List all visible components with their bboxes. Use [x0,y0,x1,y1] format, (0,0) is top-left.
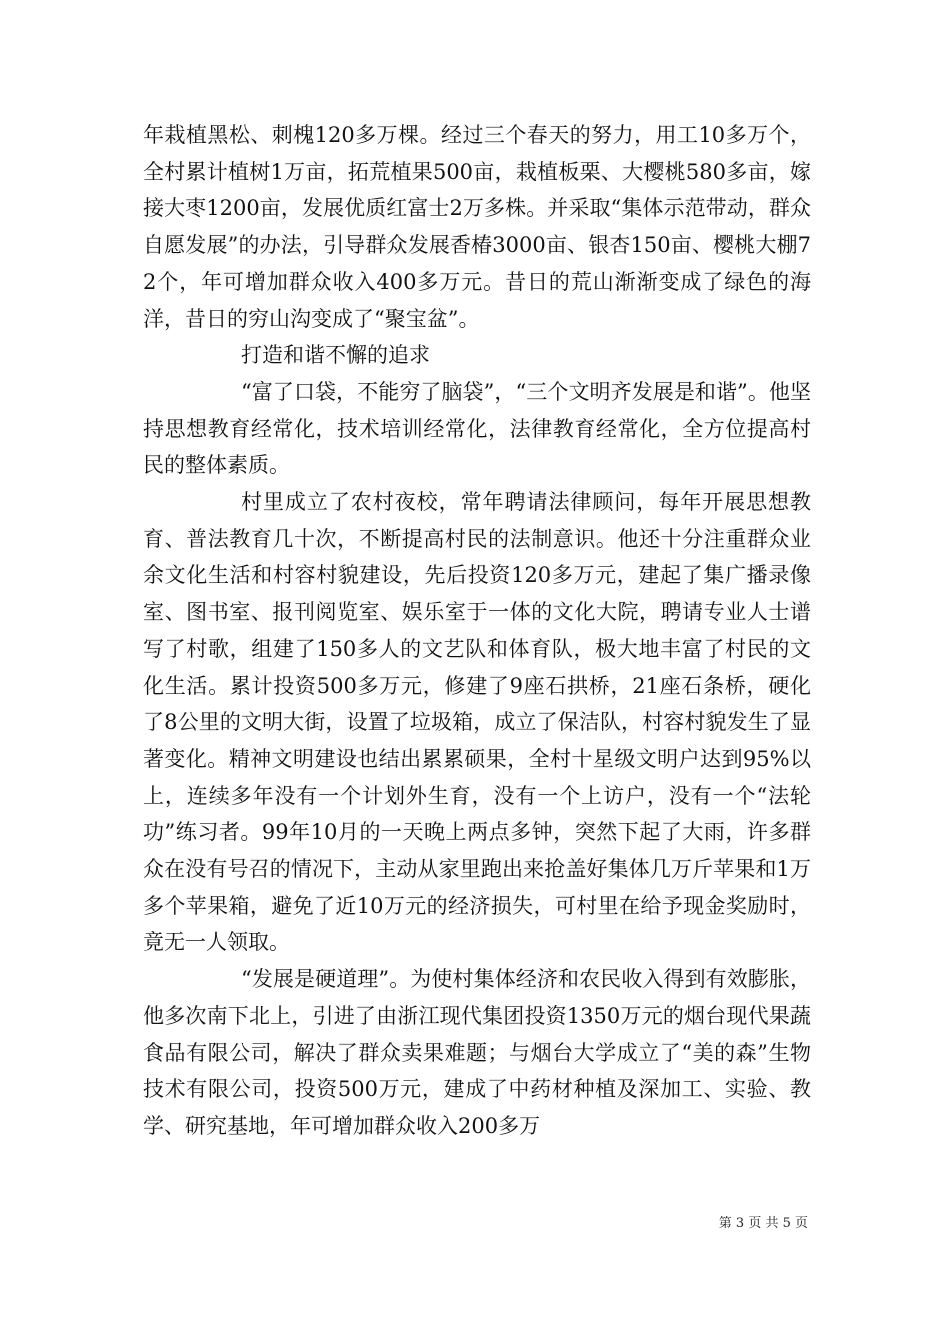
paragraph-3: 村里成立了农村夜校，常年聘请法律顾问，每年开展思想教育、普法教育几十次，不断提高村民的法制意识。他还十分注重群众业余文化生活和村容村貌建设，先后投资120多万元，建起了集广播录像室、图书室、报刊阅览室、娱乐室于一体的文化大院，聘请专业人士谱写了村歌，组建了150多人的文艺队和体育队，极大地丰富了村民的文化生活。累计投资500多万元，修建了9座石拱桥，21座石条桥，硬化了8公里的文明大街，设置了垃圾箱，成立了保洁队，村容村貌发生了显著变化。精神文明建设也结出累累硕果，全村十星级文明户达到95%以上，连续多年没有一个计划外生育，没有一个上访户，没有一个“法轮功”练习者。99年10月的一天晚上两点多钟，突然下起了大雨，许多群众在没有号召的情况下，主动从家里跑出来抢盖好集体几万斤苹果和1万多个苹果箱，避免了近10万元的经济损失，可村里在给予现金奖励时，竟无一人领取。 [143,490,811,955]
section-heading: 打造和谐不懈的追求 [241,343,430,368]
document-body [143,117,811,1145]
paragraph-2: “富了口袋，不能穷了脑袋”，“三个文明齐发展是和谐”。他坚持思想教育经常化，技术培训经常化，法律教育经常化，全方位提高村民的整体素质。 [143,379,811,478]
paragraph-4: “发展是硬道理”。为使村集体经济和农民收入得到有效膨胀，他多次南下北上，引进了由浙江现代集团投资1350万元的烟台现代果蔬食品有限公司，解决了群众卖果难题；与烟台大学成立了“美的森”生物技术有限公司，投资500万元，建成了中药材种植及深加工、实验、教学、研究基地，年可增加群众收入200多万 [143,967,811,1138]
paragraph-1: 年栽植黑松、刺槐120多万棵。经过三个春天的努力，用工10多万个，全村累计植树1万亩，拓荒植果500亩，栽植板栗、大樱桃580多亩，嫁接大枣1200亩，发展优质红富士2万多株。并采取“集体示范带动，群众自愿发展”的办法，引导群众发展香椿3000亩、银杏150亩、樱桃大棚72个，年可增加群众收入400多万元。昔日的荒山渐渐变成了绿色的海洋，昔日的穷山沟变成了“聚宝盆”。 [143,123,811,331]
page-number-footer: 第 3 页 共 5 页 [718,1216,808,1231]
